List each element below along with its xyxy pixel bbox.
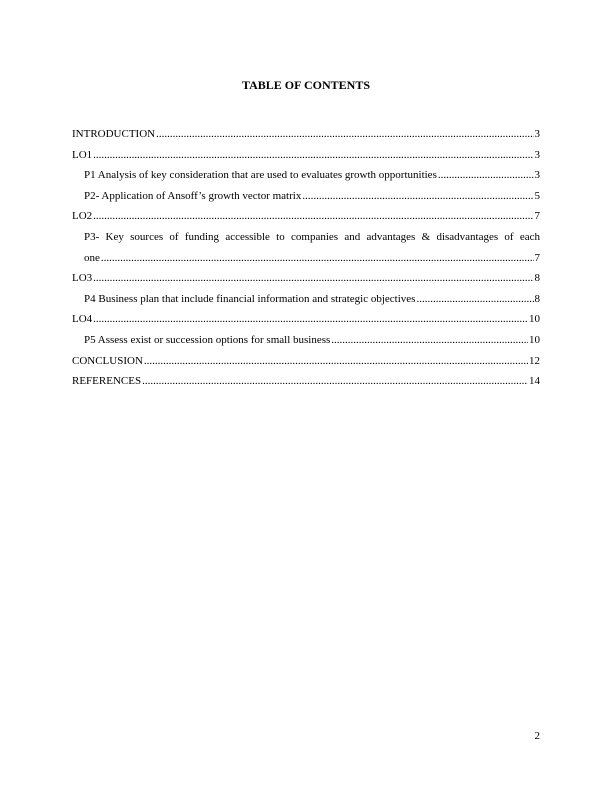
- toc-entry-p2[interactable]: [72, 186, 540, 207]
- toc-leader-dots: [142, 371, 528, 392]
- toc-entry-p3[interactable]: [72, 227, 540, 268]
- toc-entry-references[interactable]: [72, 371, 540, 392]
- toc-leader-dots: [302, 186, 533, 207]
- toc-leader-dots: [93, 268, 533, 289]
- toc-entry-conclusion[interactable]: [72, 351, 540, 372]
- toc-entry-lo1[interactable]: [72, 145, 540, 166]
- toc-entry-p1[interactable]: [72, 165, 540, 186]
- toc-leader-dots: [93, 206, 533, 227]
- toc-leader-dots: [331, 330, 528, 351]
- toc-title: TABLE OF CONTENTS: [241, 78, 371, 92]
- toc-entry-label: P2- Application of Ansoff’s growth vector matrix: [84, 189, 302, 202]
- toc-entry-label: INTRODUCTION: [72, 128, 156, 140]
- toc-entry-label: LO1: [72, 148, 93, 161]
- toc-entry-page: 5: [534, 189, 540, 202]
- toc-entry-label: P5 Assess exist or succession options for small business: [84, 333, 331, 346]
- toc-leader-dots: [101, 248, 534, 269]
- toc-entry-page: 7: [534, 210, 540, 223]
- toc-entry-lo4[interactable]: [72, 309, 540, 330]
- toc-entry-p4[interactable]: [72, 289, 540, 310]
- toc-entry-label: P4 Business plan that include financial information and strategic objectives: [84, 292, 416, 305]
- toc-entry-page: 12: [529, 354, 540, 367]
- toc-entry-lo2[interactable]: [72, 206, 540, 227]
- toc-leader-dots: [156, 124, 533, 145]
- toc-entry-label: LO2: [72, 210, 93, 223]
- toc-entry-p5[interactable]: [72, 330, 540, 351]
- toc-leader-dots: [416, 289, 533, 310]
- toc-leader-dots: [93, 309, 528, 330]
- toc-entry-page: 8: [534, 272, 540, 285]
- toc-entry-page: 14: [529, 375, 540, 388]
- toc-leader-dots: [93, 145, 533, 166]
- toc-entry-label-line2: one: [84, 251, 100, 264]
- page-number: 2: [534, 730, 540, 742]
- toc-entry-label: REFERENCES: [72, 375, 142, 388]
- toc-leader-dots: [144, 351, 528, 372]
- toc-leader-dots: [438, 165, 534, 186]
- toc-entry-label: LO3: [72, 272, 93, 285]
- toc-entry-label-line1: P3- Key sources of funding accessible to companies and advantages & disadvantages of each: [84, 230, 540, 243]
- toc-entry-page: 3: [534, 128, 540, 140]
- toc-entry-label: CONCLUSION: [72, 354, 143, 367]
- toc-entry-introduction[interactable]: [72, 124, 540, 145]
- toc-entry-label: P1 Analysis of key consideration that are used to evaluates growth opportunities: [84, 169, 437, 182]
- toc-entry-page: 3: [534, 148, 540, 161]
- toc-entry-line2: [84, 248, 540, 269]
- toc-entry-page: 7: [534, 251, 540, 264]
- toc-entry-page: 3: [534, 169, 540, 182]
- table-of-contents: [72, 124, 540, 392]
- toc-entry-page: 10: [529, 333, 540, 346]
- toc-entry-page: 10: [529, 313, 540, 326]
- toc-entry-label: LO4: [72, 313, 93, 326]
- toc-entry-page: 8: [534, 292, 540, 305]
- toc-entry-lo3[interactable]: [72, 268, 540, 289]
